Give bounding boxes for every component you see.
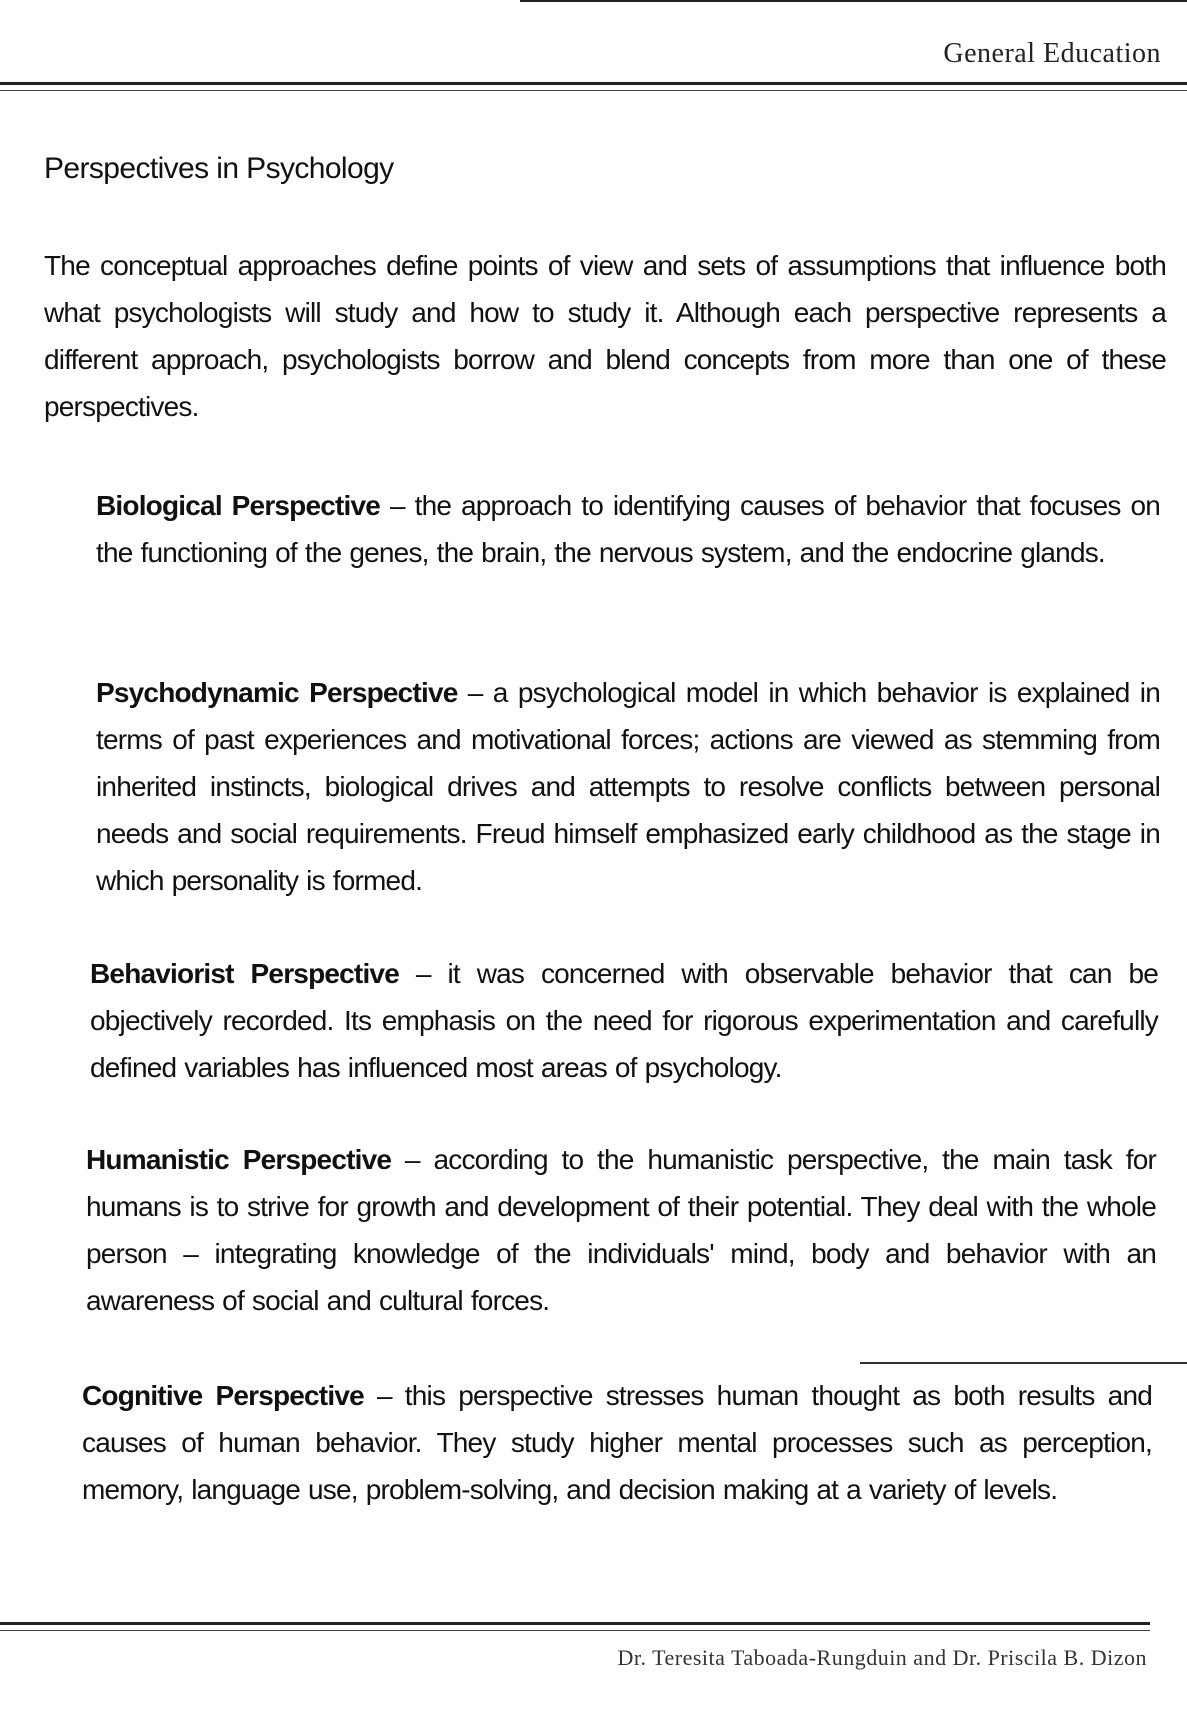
running-header: General Education (943, 38, 1161, 69)
term: Humanistic Perspective (86, 1144, 392, 1175)
definition: – a psychological model in which behavior is explained in terms of past experiences and motivational forces; actions are viewed as stemming from inherited instincts, biological drives and attempts to resolve conflicts between personal needs and social requirements. Freud himself emphasized early childhood as the stage in which personality is formed. (96, 677, 1160, 896)
psychodynamic-perspective (96, 669, 1160, 904)
footer-authors: Dr. Teresita Taboada-Rungduin and Dr. Priscila B. Dizon (617, 1645, 1147, 1670)
definition: – the approach to identifying causes of behavior that focuses on the functioning of the genes, the brain, the nervous system, and the endocrine glands. (96, 490, 1160, 568)
cognitive-perspective (82, 1372, 1152, 1513)
intro-paragraph: The conceptual approaches define points of view and sets of assumptions that influence both what psychologists will study and how to study it. Although each perspective represents a different approach, psychologists borrow and blend concepts from more than one of these perspectives. (44, 250, 1166, 422)
definition: – this perspective stresses human thought as both results and causes of human behavior. They study higher mental processes such as perception, memory, language use, problem-solving, and decision making at a variety of levels. (82, 1380, 1152, 1505)
margin-rule (860, 1362, 1187, 1364)
biological-perspective (96, 482, 1160, 576)
term: Psychodynamic Perspective (96, 677, 458, 708)
definition: – it was concerned with observable behavior that can be objectively recorded. Its emphasis on the need for rigorous experimentation and carefully defined variables has influenced most areas of psychology. (90, 958, 1158, 1083)
term: Behaviorist Perspective (90, 958, 399, 989)
behaviorist-perspective (90, 950, 1158, 1091)
header-rule-thin (0, 90, 1187, 91)
definition: – according to the humanistic perspective, the main task for humans is to strive for growth and development of their potential. They deal with the whole person – integrating knowledge of the individuals' mind, body and behavior with an awareness of social and cultural forces. (86, 1144, 1156, 1316)
term: Biological Perspective (96, 490, 381, 521)
term: Cognitive Perspective (82, 1380, 364, 1411)
header-rule (0, 82, 1187, 85)
footer-rule (0, 1622, 1150, 1625)
section-title: Perspectives in Psychology (44, 152, 394, 185)
top-edge-rule (520, 0, 1187, 2)
footer-rule-thin (0, 1630, 1150, 1631)
humanistic-perspective (86, 1136, 1156, 1324)
